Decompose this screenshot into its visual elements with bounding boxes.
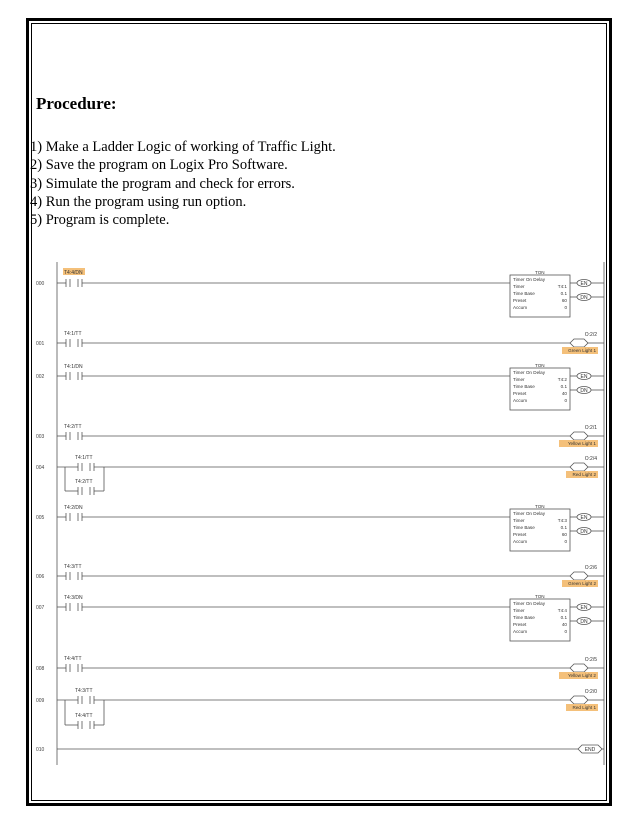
svg-text:Timer: Timer	[513, 284, 525, 289]
rung-number: 005	[36, 515, 45, 521]
contact-tag: T4:1/TT	[75, 455, 93, 461]
coil-green-light-1	[570, 339, 588, 347]
coil-address: O:2/6	[584, 565, 597, 571]
svg-text:Preset: Preset	[513, 391, 527, 396]
svg-text:Timer: Timer	[513, 518, 525, 523]
svg-text:Accum: Accum	[513, 629, 528, 634]
rung-number: 002	[36, 374, 45, 380]
svg-text:Timer On Delay: Timer On Delay	[513, 511, 545, 516]
rung-number: 008	[36, 666, 45, 672]
svg-text:60: 60	[561, 298, 567, 303]
svg-text:Timer On Delay: Timer On Delay	[513, 370, 545, 375]
svg-text:T4:3: T4:3	[557, 518, 567, 523]
svg-text:0: 0	[564, 629, 567, 634]
svg-text:EN: EN	[580, 374, 588, 380]
rung-number: 004	[36, 465, 45, 471]
coil-address: O:2/2	[584, 332, 597, 338]
svg-text:EN: EN	[580, 605, 588, 611]
rung-number: 010	[36, 747, 45, 753]
rung-number: 003	[36, 434, 45, 440]
procedure-heading: Procedure:	[36, 94, 117, 113]
svg-text:40: 40	[561, 391, 567, 396]
svg-text:Time Base: Time Base	[513, 525, 535, 530]
svg-text:DN: DN	[580, 388, 588, 394]
svg-text:DN: DN	[580, 529, 588, 535]
svg-text:Time Base: Time Base	[513, 615, 535, 620]
contact-tag: T4:4/TT	[75, 713, 93, 719]
svg-text:DN: DN	[580, 295, 588, 301]
svg-text:Timer: Timer	[513, 608, 525, 613]
svg-text:Timer: Timer	[513, 377, 525, 382]
svg-text:0.1: 0.1	[560, 384, 567, 389]
ton-block-3-text	[513, 504, 588, 544]
svg-text:0.1: 0.1	[560, 291, 567, 296]
svg-text:Preset: Preset	[513, 298, 527, 303]
svg-text:TON: TON	[535, 504, 545, 509]
contact-tag: T4:2/TT	[75, 479, 93, 485]
procedure-step: 1) Make a Ladder Logic of working of Traffic Light.	[30, 139, 336, 155]
svg-text:0: 0	[564, 398, 567, 403]
svg-text:TON: TON	[535, 270, 545, 275]
svg-text:Accum: Accum	[513, 539, 528, 544]
coil-label: Yellow Light 1	[567, 441, 596, 446]
svg-text:DN: DN	[580, 619, 588, 625]
svg-text:Preset: Preset	[513, 532, 527, 537]
svg-text:EN: EN	[580, 515, 588, 521]
procedure-step: 3) Simulate the program and check for errors.	[30, 175, 295, 192]
contact-tag: T4:3/TT	[75, 688, 93, 694]
rung-number: 006	[36, 574, 45, 580]
coil-red-light-2	[570, 463, 588, 471]
svg-text:0: 0	[564, 305, 567, 310]
svg-text:0: 0	[564, 539, 567, 544]
ton-block-4-text	[513, 594, 588, 634]
svg-text:TON: TON	[535, 594, 545, 599]
procedure-step: 2) Save the program on Logix Pro Software.	[30, 157, 288, 174]
svg-text:Accum: Accum	[513, 305, 528, 310]
contact-tag: T4:3/DN	[64, 595, 83, 601]
svg-text:T4:4: T4:4	[557, 608, 567, 613]
svg-text:60: 60	[561, 532, 567, 537]
svg-text:Timer On Delay: Timer On Delay	[513, 601, 545, 606]
coil-red-light-1	[570, 696, 588, 704]
contact-tag: T4:4/TT	[64, 656, 82, 662]
svg-text:Time Base: Time Base	[513, 384, 535, 389]
svg-text:0.1: 0.1	[560, 525, 567, 530]
svg-text:40: 40	[561, 622, 567, 627]
ton-block-2-text	[513, 363, 588, 403]
contact-tag: T4:1/DN	[64, 364, 83, 370]
rung-number: 000	[36, 281, 45, 287]
contact-tag: T4:3/TT	[64, 564, 82, 570]
coil-address: O:2/5	[584, 657, 597, 663]
coil-address: O:2/4	[584, 456, 597, 462]
svg-text:Preset: Preset	[513, 622, 527, 627]
rung-number: 001	[36, 341, 45, 347]
svg-text:0.1: 0.1	[560, 615, 567, 620]
procedure-step: 4) Run the program using run option.	[30, 193, 247, 210]
coil-address: O:2/0	[584, 689, 597, 695]
svg-text:T4:1: T4:1	[557, 284, 567, 289]
rung-number: 007	[36, 605, 45, 611]
end-label: END	[584, 747, 596, 753]
coil-green-light-2	[570, 572, 588, 580]
ton-block-1-text	[513, 270, 588, 310]
contact-tag: T4:2/TT	[64, 424, 82, 430]
procedure-step: 5) Program is complete.	[30, 212, 170, 229]
coil-yellow-light-2	[570, 664, 588, 672]
svg-text:T4:2: T4:2	[557, 377, 567, 382]
svg-text:Time Base: Time Base	[513, 291, 535, 296]
coil-yellow-light-1	[570, 432, 588, 440]
coil-address: O:2/1	[584, 425, 597, 431]
svg-text:EN: EN	[580, 281, 588, 287]
svg-text:TON: TON	[535, 363, 545, 368]
coil-label: Yellow Light 2	[567, 673, 596, 678]
contact-tag: T4:2/DN	[64, 505, 83, 511]
svg-text:Timer On Delay: Timer On Delay	[513, 277, 545, 282]
coil-label: Green Light 2	[568, 581, 596, 586]
coil-label: Red Light 2	[572, 472, 596, 477]
coil-label: Red Light 1	[572, 705, 596, 710]
contact-tag: T4:4/DN	[64, 270, 83, 276]
contact-tag: T4:1/TT	[64, 331, 82, 337]
rung-number: 009	[36, 698, 45, 704]
svg-text:Accum: Accum	[513, 398, 528, 403]
coil-label: Green Light 1	[568, 348, 596, 353]
